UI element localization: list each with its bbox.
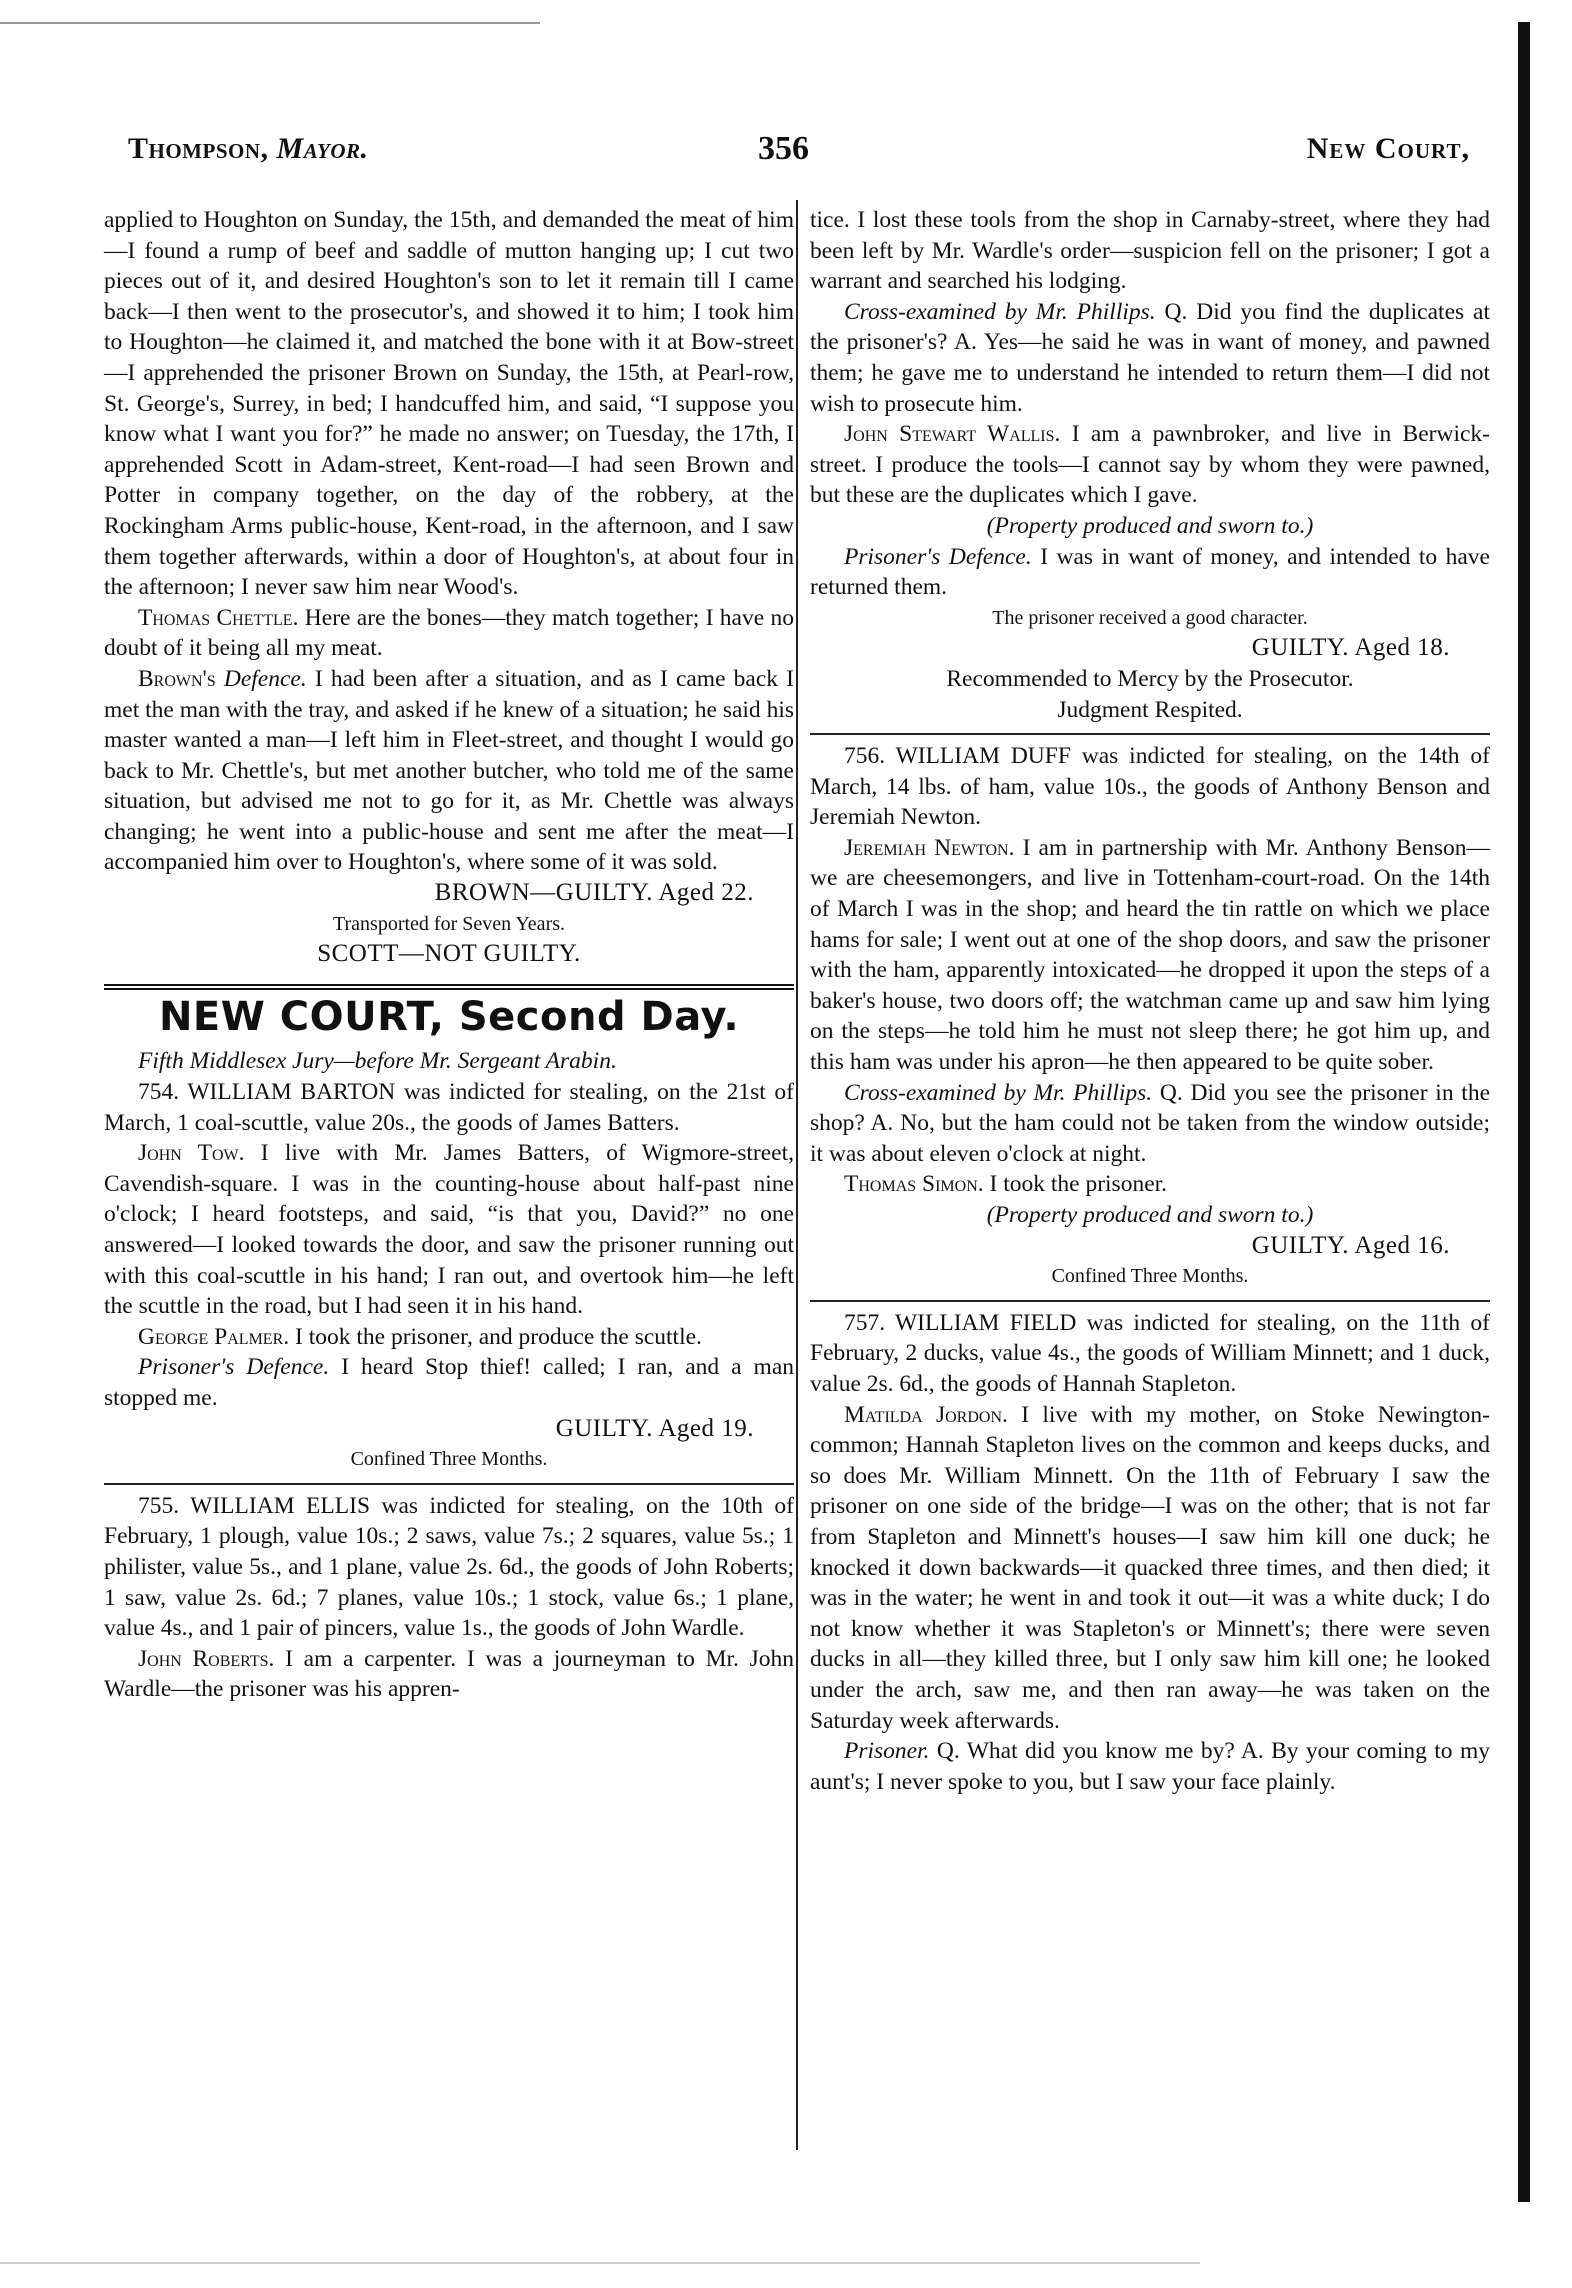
character-note: The prisoner received a good character. [992,606,1308,629]
testimony-newton [810,833,1490,1078]
testimony-continued: applied to Houghton on Sunday, the 15th, and demanded the meat of him—I found a rump of beef and saddle of mutton hanging up; I cut two pieces out of it, and desired Houghton's son to let it remain till I came back—I then went to the prosecutor's, and showed it to him; I took him to Houghton—he claimed it, and matched the bone with it at Bow-street—I apprehended the prisoner Brown on Sunday, the 15th, at Pearl-row, St. George's, Surrey, in bed; I handcuffed him, and said, “I suppose you know what I want you for?” he made no answer; on Tuesday, the 17th, I apprehended Scott in Adam-street, Kent-road—I had seen Brown and Potter in company together, on the day of the robbery, at the Rockingham Arms public-house, Kent-road, in the afternoon, and I saw them together afterwards, within a door of Houghton's, at about four in the afternoon; I never saw him near Wood's. [104,207,794,601]
testimony-wallis [810,419,1490,511]
witness-name: Thomas Chettle. [138,604,299,631]
testimony-text: I live with Mr. James Batters, of Wigmore-street, Cavendish-square. I was in the counting-house about half-past nine o'clock; I heard footsteps, and said, “is that you, David?” no one answered—I looked towards the door, and saw the prisoner running out with this coal-scuttle in his hand; I ran out, and overtook him—he left the scuttle in the road, but I had seen it in his hand. [104,1140,794,1320]
header-right: New Court, [1306,132,1470,165]
testimony-text: Here are the bones—they match together; I have no doubt of it being all my meat. [104,604,795,662]
defence-755 [810,542,1490,603]
testimony-jordon [810,1400,1490,1737]
prisoner-text: Q. What did you know me by? A. By your coming to my aunt's; I never spoke to you, but I saw your face plainly. [810,1738,1490,1795]
sentence-756: Confined Three Months. [1051,1265,1249,1288]
verdict-brown: BROWN—GUILTY. Aged 22. [434,879,754,907]
column-divider [796,200,798,2150]
testimony-chettle [104,603,794,664]
verdict-756: GUILTY. Aged 16. [1251,1231,1450,1259]
defence-text: I heard Stop thief! called; I ran, and a man stopped me. [104,1354,794,1411]
testimony-text: I am a pawnbroker, and live in Berwick-street. I produce the tools—I cannot say by whom they were pawned, but these are the duplicates which I gave. [810,421,1490,509]
verdict-scott: SCOTT—NOT GUILTY. [317,940,581,968]
prisoner-label: Prisoner. [844,1738,930,1765]
top-rule [0,22,540,24]
cross-text: Q. Did you see the prisoner in the shop? A. No, but the ham could not be taken from the window outside; it was about eleven o'clock at night. [810,1079,1490,1167]
header-name: Thompson, [128,132,269,165]
bottom-rule [0,2262,1200,2264]
day-title: NEW COURT, Second Day. [158,993,740,1040]
mercy-note: Recommended to Mercy by the Prosecutor. [946,665,1354,692]
witness-name: John Stewart Wallis. [844,421,1061,448]
running-header [128,132,1470,172]
case-754: 754. WILLIAM BARTON was indicted for stealing, on the 21st of March, 1 coal-scuttle, value 20s., the goods of James Batters. [104,1079,794,1136]
cross-examination-755 [810,297,1490,419]
sentence-brown: Transported for Seven Years. [332,912,566,935]
defence-754 [104,1352,794,1413]
sentence-754: Confined Three Months. [350,1448,548,1471]
right-column [810,205,1490,1797]
page-number: 356 [758,130,809,167]
case-755: 755. WILLIAM ELLIS was indicted for stealing, on the 10th of February, 1 plough, value 10s.; 2 saws, value 7s.; 2 squares, value 5s.; 1 philister, value 5s., and 1 plane, value 2s. 6d., the goods of John Roberts; 1 saw, value 2s. 6d.; 7 planes, value 10s.; 1 stock, value 6s.; 1 plane, value 4s., and 1 pair of pincers, value 1s., the goods of John Wardle. [104,1492,794,1642]
jury-line: Fifth Middlesex Jury—before Mr. Sergeant Arabin. [138,1048,617,1075]
defence-label: Prisoner's Defence. [138,1354,330,1381]
property-note: (Property produced and sworn to.) [986,512,1314,539]
witness-name: John Tow. [138,1140,245,1167]
case-756: 756. WILLIAM DUFF was indicted for stealing, on the 14th of March, 14 lbs. of ham, value 10s., the goods of Anthony Benson and Jeremiah Newton. [810,743,1490,831]
cross-text: Q. Did you find the duplicates at the prisoner's? A. Yes—he said he was in want of money, and pawned them; he gave me to understand he intended to return them—I did not wish to prosecute him. [810,298,1490,417]
testimony-text: I took the prisoner. [983,1171,1168,1198]
testimony-tow [104,1138,794,1322]
page-edge-bar [1518,22,1530,2202]
defence-label: Defence. [223,665,307,692]
section-divider [104,984,794,992]
left-column [104,205,794,1705]
witness-name: Thomas Simon. [844,1171,984,1198]
testimony-text: I am in partnership with Mr. Anthony Benson—we are cheesemongers, and live in Tottenham-court-road. On the 14th of March I was in the shop; and heard the tin rattle on which we place hams for sale; I went out at one of the shop doors, and saw the prisoner with the ham, apparently intoxicated—he dropped it upon the steps of a baker's house, two doors off; the watchman came up and saw him lying on the steps—he told him he must not sleep there; he got him up, and this ham was under his apron—he then appeared to be quite sober. [810,834,1491,1076]
property-note: (Property produced and sworn to.) [986,1202,1314,1228]
cross-examination-756 [810,1078,1490,1170]
witness-name: Jeremiah Newton. [844,834,1015,861]
testimony-text: I am a carpenter. I was a journeyman to Mr. John Wardle—the prisoner was his appren- [104,1645,794,1703]
header-left [128,132,369,166]
defence-text: I had been after a situation, and as I came back I met the man with the tray, and asked if he knew of a situation; he said his master wanted a man—I left him in Fleet-street, and thought I would go back to Mr. Chettle's, but met another butcher, who told me of the same situation, but advised me not to go for it, as Mr. Chettle was always changing; he went into a public-house and sent me after the meat—I accompanied him over to Houghton's, where some of it was sold. [104,665,795,876]
prisoner-question [810,1736,1490,1797]
case-divider [810,733,1490,735]
witness-name: Matilda Jordon. [844,1401,1008,1428]
testimony-simon [810,1169,1490,1200]
defence-label: Prisoner's Defence. [844,543,1032,570]
case-757: 757. WILLIAM FIELD was indicted for stealing, on the 11th of February, 2 ducks, value 4s., the goods of William Minnett; and 1 duck, value 2s. 6d., the goods of Hannah Stapleton. [810,1309,1490,1397]
testimony-continued: tice. I lost these tools from the shop in Carnaby-street, where they had been left by Mr. Wardle's order—suspicion fell on the prisoner; I got a warrant and searched his lodging. [810,207,1490,295]
verdict-754: GUILTY. Aged 19. [555,1414,754,1442]
witness-name: George Palmer. [138,1323,290,1350]
defendant-name: Brown's [138,665,216,692]
testimony-text: I took the prisoner, and produce the scuttle. [289,1323,702,1350]
cross-label: Cross-examined by Mr. Phillips. [844,1079,1153,1106]
witness-name: John Roberts. [138,1645,275,1672]
cross-label: Cross-examined by Mr. Phillips. [844,298,1156,325]
testimony-text: I live with my mother, on Stoke Newington-common; Hannah Stapleton lives on the common and keeps ducks, and so does Mr. William Minnett. On the 11th of February I saw the prisoner on one side of the bridge—I was on the other; that is not far from Stapleton and Minnett's houses—I saw him kill one duck; he knocked it down backwards—it quacked three times, and then died; it was in the water; he went in and took it out—it was a white duck; I do not know whether it was Stapleton's or Minnett's; there were seven ducks in all—they killed three, but I only saw him kill one; he looked under the arch, saw me, and then ran away—he was taken on the Saturday week afterwards. [810,1401,1491,1734]
defence-brown [104,664,794,878]
case-divider [810,1300,1490,1302]
verdict-755: GUILTY. Aged 18. [1251,634,1450,662]
respited-note: Judgment Respited. [1057,696,1243,723]
testimony-roberts [104,1644,794,1705]
case-divider [104,1483,794,1485]
header-title: Mayor. [276,132,369,165]
defence-text: I was in want of money, and intended to have returned them. [810,543,1490,601]
testimony-palmer [104,1322,794,1353]
